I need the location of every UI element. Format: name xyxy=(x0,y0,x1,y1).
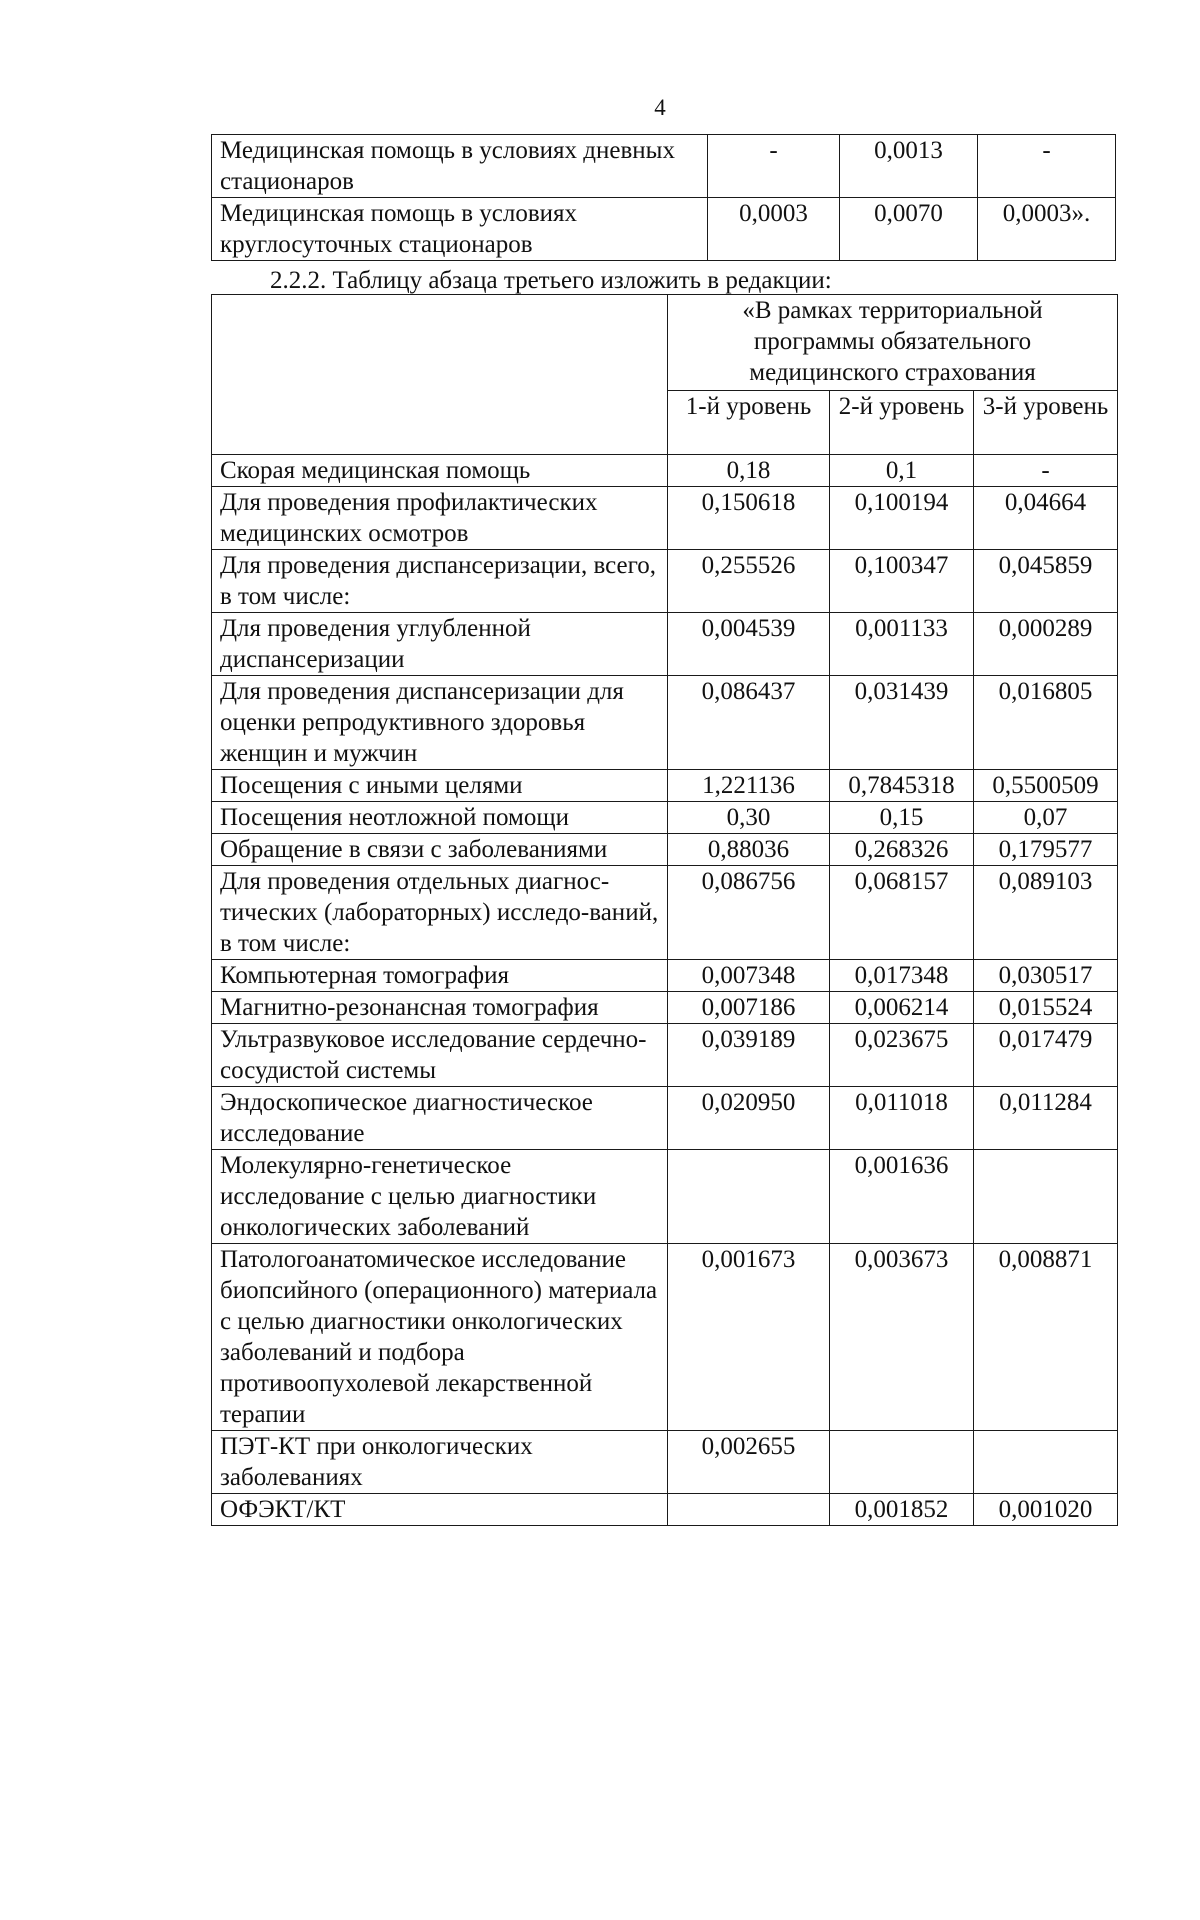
cell-value: 0,086437 xyxy=(668,676,830,770)
cell-value: 0,18 xyxy=(668,455,830,487)
header-program: «В рамках территориальной программы обязательного медицинского страхования xyxy=(668,295,1118,391)
table-row xyxy=(212,550,1118,613)
cell-value: 0,015524 xyxy=(974,992,1118,1024)
cell-value: 0,100347 xyxy=(830,550,974,613)
row-label: Патологоанатомическое исследование биопсийного (операционного) материала с целью диагностики онкологических заболеваний и подбора противоопухолевой лекарственной терапии xyxy=(212,1244,668,1431)
header-level: 2-й уровень xyxy=(830,391,974,455)
row-label: Ультразвуковое исследование сердечно-сосудистой системы xyxy=(212,1024,668,1087)
row-label: Для проведения профилактических медицинских осмотров xyxy=(212,487,668,550)
cell-value: - xyxy=(708,135,840,198)
cell-value: - xyxy=(974,455,1118,487)
cell-value: 0,100194 xyxy=(830,487,974,550)
cell-value: 0,001133 xyxy=(830,613,974,676)
cell-value: 1,221136 xyxy=(668,770,830,802)
table-row xyxy=(212,960,1118,992)
row-label: Магнитно-резонансная томография xyxy=(212,992,668,1024)
cell-value: 0,003673 xyxy=(830,1244,974,1431)
table-row xyxy=(212,1150,1118,1244)
cell-value: 0,001673 xyxy=(668,1244,830,1431)
header-level: 1-й уровень xyxy=(668,391,830,455)
cell-value: 0,020950 xyxy=(668,1087,830,1150)
cell-value: 0,011284 xyxy=(974,1087,1118,1150)
row-label: ПЭТ-КТ при онкологических заболеваниях xyxy=(212,1431,668,1494)
cell-value: 0,0003 xyxy=(708,198,840,261)
row-label: Скорая медицинская помощь xyxy=(212,455,668,487)
row-label: ОФЭКТ/КТ xyxy=(212,1494,668,1526)
cell-value: 0,7845318 xyxy=(830,770,974,802)
row-label: Медицинская помощь в условиях круглосуточных стационаров xyxy=(212,198,708,261)
cell-value: - xyxy=(978,135,1116,198)
cell-value: 0,017348 xyxy=(830,960,974,992)
cell-value: 0,150618 xyxy=(668,487,830,550)
cell-value xyxy=(668,1150,830,1244)
table-row xyxy=(212,992,1118,1024)
row-label: Для проведения углубленной диспансеризации xyxy=(212,613,668,676)
cell-value xyxy=(830,1431,974,1494)
table-row xyxy=(212,487,1118,550)
row-label: Посещения неотложной помощи xyxy=(212,802,668,834)
table-row xyxy=(212,834,1118,866)
cell-value: 0,0070 xyxy=(840,198,978,261)
cell-value: 0,045859 xyxy=(974,550,1118,613)
cell-value: 0,179577 xyxy=(974,834,1118,866)
row-label: Для проведения отдельных диагнос-тических (лабораторных) исследо-ваний, в том числе: xyxy=(212,866,668,960)
cell-value: 0,1 xyxy=(830,455,974,487)
table-row xyxy=(212,613,1118,676)
row-label: Для проведения диспансеризации, всего, в том числе: xyxy=(212,550,668,613)
row-label: Медицинская помощь в условиях дневных стационаров xyxy=(212,135,708,198)
page-number: 4 xyxy=(654,95,666,120)
top-table xyxy=(211,134,1116,261)
header-level: 3-й уровень xyxy=(974,391,1118,455)
table-row xyxy=(212,1087,1118,1150)
cell-value: 0,068157 xyxy=(830,866,974,960)
cell-value xyxy=(974,1431,1118,1494)
section-intro: 2.2.2. Таблицу абзаца третьего изложить в редакции: xyxy=(270,267,832,294)
row-label: Для проведения диспансеризации для оценки репродуктивного здоровья женщин и мужчин xyxy=(212,676,668,770)
cell-value: 0,007186 xyxy=(668,992,830,1024)
table-row xyxy=(212,1494,1118,1526)
table-row xyxy=(212,1431,1118,1494)
cell-value: 0,0003». xyxy=(978,198,1116,261)
cell-value: 0,017479 xyxy=(974,1024,1118,1087)
cell-value: 0,001020 xyxy=(974,1494,1118,1526)
cell-value: 0,0013 xyxy=(840,135,978,198)
row-label: Обращение в связи с заболеваниями xyxy=(212,834,668,866)
table-header-row xyxy=(212,295,1118,391)
cell-value: 0,004539 xyxy=(668,613,830,676)
header-empty-cell xyxy=(212,295,668,455)
row-label: Молекулярно-генетическое исследование с целью диагностики онкологических заболеваний xyxy=(212,1150,668,1244)
cell-value: 0,002655 xyxy=(668,1431,830,1494)
cell-value: 0,031439 xyxy=(830,676,974,770)
cell-value: 0,30 xyxy=(668,802,830,834)
cell-value: 0,016805 xyxy=(974,676,1118,770)
row-label: Компьютерная томография xyxy=(212,960,668,992)
table-row xyxy=(212,135,1116,198)
cell-value: 0,5500509 xyxy=(974,770,1118,802)
cell-value: 0,15 xyxy=(830,802,974,834)
cell-value: 0,268326 xyxy=(830,834,974,866)
row-label: Посещения с иными целями xyxy=(212,770,668,802)
table-row xyxy=(212,866,1118,960)
main-table xyxy=(211,294,1118,1526)
main-table-body xyxy=(212,455,1118,1526)
cell-value: 0,001636 xyxy=(830,1150,974,1244)
table-row xyxy=(212,770,1118,802)
cell-value: 0,011018 xyxy=(830,1087,974,1150)
cell-value: 0,006214 xyxy=(830,992,974,1024)
table-row xyxy=(212,1244,1118,1431)
table-row xyxy=(212,198,1116,261)
cell-value: 0,04664 xyxy=(974,487,1118,550)
cell-value: 0,023675 xyxy=(830,1024,974,1087)
cell-value: 0,000289 xyxy=(974,613,1118,676)
cell-value xyxy=(668,1494,830,1526)
row-label: Эндоскопическое диагностическое исследование xyxy=(212,1087,668,1150)
cell-value: 0,008871 xyxy=(974,1244,1118,1431)
cell-value: 0,030517 xyxy=(974,960,1118,992)
cell-value: 0,255526 xyxy=(668,550,830,613)
cell-value xyxy=(974,1150,1118,1244)
table-row xyxy=(212,802,1118,834)
cell-value: 0,086756 xyxy=(668,866,830,960)
cell-value: 0,089103 xyxy=(974,866,1118,960)
table-row xyxy=(212,455,1118,487)
cell-value: 0,039189 xyxy=(668,1024,830,1087)
cell-value: 0,88036 xyxy=(668,834,830,866)
cell-value: 0,07 xyxy=(974,802,1118,834)
cell-value: 0,007348 xyxy=(668,960,830,992)
table-row xyxy=(212,1024,1118,1087)
table-row xyxy=(212,676,1118,770)
cell-value: 0,001852 xyxy=(830,1494,974,1526)
